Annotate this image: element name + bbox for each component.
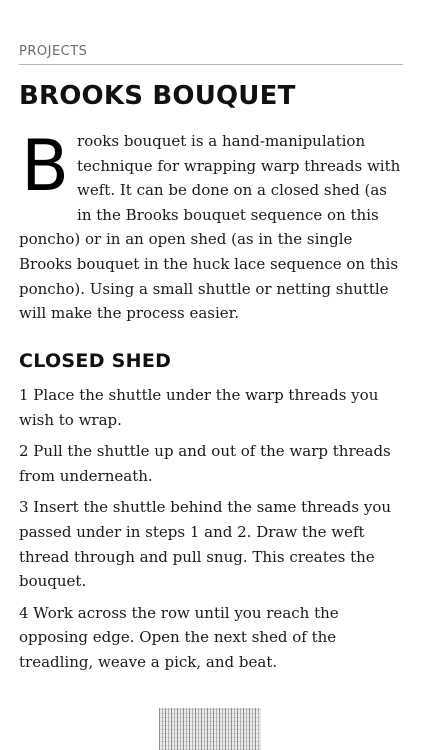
article-title: BROOKS BOUQUET xyxy=(19,81,296,111)
section-divider xyxy=(19,64,403,65)
section-label: PROJECTS xyxy=(19,44,88,59)
step-item: 1 Place the shuttle under the warp threads you wish to wrap. xyxy=(19,386,379,429)
intro-paragraph xyxy=(19,125,405,326)
weaving-photo xyxy=(159,708,261,750)
drop-cap: B xyxy=(21,125,70,207)
step-list xyxy=(19,383,405,682)
closed-shed-heading: CLOSED SHED xyxy=(19,350,172,372)
step-item: 3 Insert the shuttle behind the same threads you passed under in steps 1 and 2. Draw the weft thread through and pull snug. This creates the bouquet. xyxy=(19,498,392,591)
step-item: 2 Pull the shuttle up and out of the warp threads from underneath. xyxy=(19,442,391,485)
intro-text: rooks bouquet is a hand-manipulation technique for wrapping warp threads with weft. It can be done on a closed shed (as in the Brooks bouquet sequence on this poncho) or in an open shed (as in the single Brooks bouquet in the huck lace sequence on this poncho). Using a small shuttle or netting shuttle will make the process easier. xyxy=(19,132,401,323)
step-item: 4 Work across the row until you reach the opposing edge. Open the next shed of the treadling, weave a pick, and beat. xyxy=(19,603,339,671)
